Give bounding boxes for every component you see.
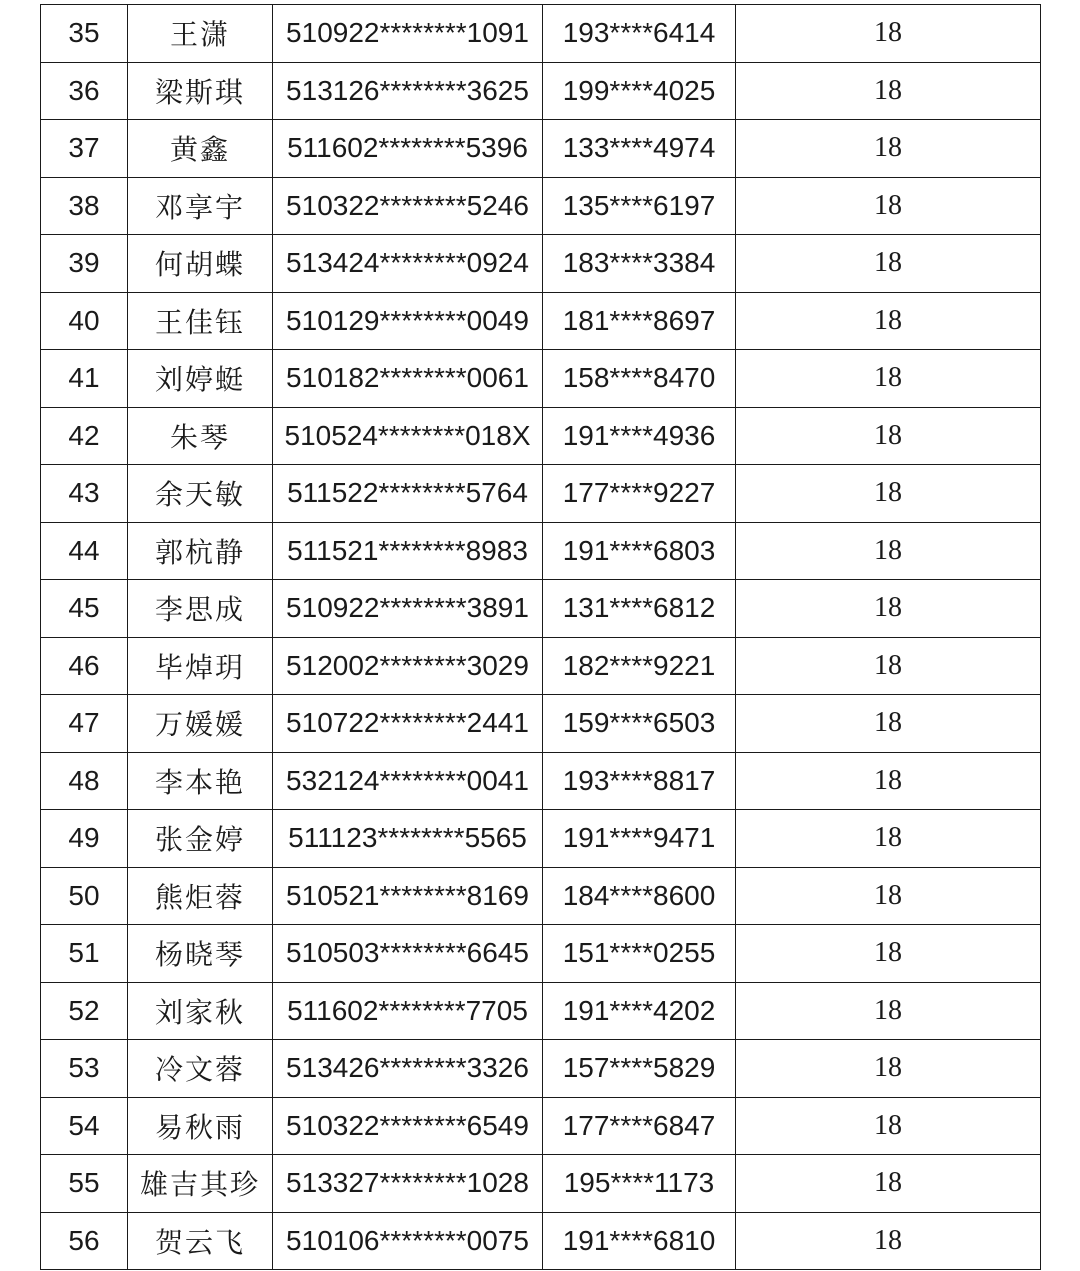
table-row	[41, 1212, 1041, 1270]
person-name-cell: 雄吉其珍	[128, 1155, 273, 1213]
score-value-cell: 18	[736, 350, 1041, 408]
row-number-cell: 52	[41, 982, 128, 1040]
person-name-cell: 易秋雨	[128, 1097, 273, 1155]
roster-table	[40, 4, 1041, 1270]
phone-number-cell: 195****1173	[543, 1155, 736, 1213]
id-number-cell: 513126********3625	[273, 62, 543, 120]
table-row	[41, 695, 1041, 753]
id-number-cell: 510922********3891	[273, 580, 543, 638]
phone-number-cell: 191****6803	[543, 522, 736, 580]
score-value-cell: 18	[736, 1212, 1041, 1270]
phone-number-cell: 193****8817	[543, 752, 736, 810]
row-number-cell: 36	[41, 62, 128, 120]
phone-number-cell: 199****4025	[543, 62, 736, 120]
table-row	[41, 120, 1041, 178]
id-number-cell: 510524********018X	[273, 407, 543, 465]
phone-number-cell: 157****5829	[543, 1040, 736, 1098]
phone-number-cell: 191****6810	[543, 1212, 736, 1270]
row-number-cell: 38	[41, 177, 128, 235]
person-name-cell: 何胡蝶	[128, 235, 273, 293]
person-name-cell: 刘家秋	[128, 982, 273, 1040]
phone-number-cell: 191****4936	[543, 407, 736, 465]
row-number-cell: 50	[41, 867, 128, 925]
id-number-cell: 510322********6549	[273, 1097, 543, 1155]
score-value-cell: 18	[736, 867, 1041, 925]
person-name-cell: 刘婷蜓	[128, 350, 273, 408]
person-name-cell: 冷文蓉	[128, 1040, 273, 1098]
table-row	[41, 407, 1041, 465]
person-name-cell: 王潇	[128, 5, 273, 63]
row-number-cell: 40	[41, 292, 128, 350]
table-row	[41, 752, 1041, 810]
row-number-cell: 45	[41, 580, 128, 638]
id-number-cell: 511602********7705	[273, 982, 543, 1040]
table-row	[41, 1040, 1041, 1098]
table-row	[41, 522, 1041, 580]
row-number-cell: 41	[41, 350, 128, 408]
roster-table-body	[41, 5, 1041, 1270]
score-value-cell: 18	[736, 1040, 1041, 1098]
phone-number-cell: 159****6503	[543, 695, 736, 753]
id-number-cell: 513426********3326	[273, 1040, 543, 1098]
person-name-cell: 李思成	[128, 580, 273, 638]
table-row	[41, 637, 1041, 695]
table-row	[41, 1097, 1041, 1155]
row-number-cell: 56	[41, 1212, 128, 1270]
table-row	[41, 177, 1041, 235]
person-name-cell: 杨晓琴	[128, 925, 273, 983]
phone-number-cell: 135****6197	[543, 177, 736, 235]
phone-number-cell: 191****4202	[543, 982, 736, 1040]
table-row	[41, 62, 1041, 120]
id-number-cell: 510322********5246	[273, 177, 543, 235]
person-name-cell: 朱琴	[128, 407, 273, 465]
row-number-cell: 47	[41, 695, 128, 753]
score-value-cell: 18	[736, 752, 1041, 810]
id-number-cell: 511522********5764	[273, 465, 543, 523]
person-name-cell: 万媛媛	[128, 695, 273, 753]
score-value-cell: 18	[736, 62, 1041, 120]
phone-number-cell: 177****6847	[543, 1097, 736, 1155]
table-row	[41, 982, 1041, 1040]
score-value-cell: 18	[736, 177, 1041, 235]
person-name-cell: 邓享宇	[128, 177, 273, 235]
person-name-cell: 贺云飞	[128, 1212, 273, 1270]
person-name-cell: 梁斯琪	[128, 62, 273, 120]
id-number-cell: 512002********3029	[273, 637, 543, 695]
score-value-cell: 18	[736, 637, 1041, 695]
row-number-cell: 43	[41, 465, 128, 523]
id-number-cell: 532124********0041	[273, 752, 543, 810]
table-row	[41, 867, 1041, 925]
score-value-cell: 18	[736, 810, 1041, 868]
score-value-cell: 18	[736, 465, 1041, 523]
score-value-cell: 18	[736, 292, 1041, 350]
phone-number-cell: 181****8697	[543, 292, 736, 350]
table-row	[41, 292, 1041, 350]
person-name-cell: 毕焯玥	[128, 637, 273, 695]
id-number-cell: 510503********6645	[273, 925, 543, 983]
row-number-cell: 49	[41, 810, 128, 868]
id-number-cell: 511123********5565	[273, 810, 543, 868]
phone-number-cell: 133****4974	[543, 120, 736, 178]
score-value-cell: 18	[736, 235, 1041, 293]
table-row	[41, 580, 1041, 638]
id-number-cell: 511602********5396	[273, 120, 543, 178]
table-row	[41, 350, 1041, 408]
phone-number-cell: 183****3384	[543, 235, 736, 293]
row-number-cell: 37	[41, 120, 128, 178]
row-number-cell: 51	[41, 925, 128, 983]
id-number-cell: 511521********8983	[273, 522, 543, 580]
phone-number-cell: 182****9221	[543, 637, 736, 695]
phone-number-cell: 151****0255	[543, 925, 736, 983]
person-name-cell: 郭杭静	[128, 522, 273, 580]
row-number-cell: 53	[41, 1040, 128, 1098]
score-value-cell: 18	[736, 120, 1041, 178]
row-number-cell: 35	[41, 5, 128, 63]
score-value-cell: 18	[736, 522, 1041, 580]
score-value-cell: 18	[736, 580, 1041, 638]
id-number-cell: 510106********0075	[273, 1212, 543, 1270]
phone-number-cell: 158****8470	[543, 350, 736, 408]
table-row	[41, 810, 1041, 868]
row-number-cell: 48	[41, 752, 128, 810]
person-name-cell: 黄鑫	[128, 120, 273, 178]
person-name-cell: 张金婷	[128, 810, 273, 868]
row-number-cell: 39	[41, 235, 128, 293]
phone-number-cell: 191****9471	[543, 810, 736, 868]
table-row	[41, 465, 1041, 523]
table-row	[41, 1155, 1041, 1213]
score-value-cell: 18	[736, 1097, 1041, 1155]
id-number-cell: 513327********1028	[273, 1155, 543, 1213]
person-name-cell: 余天敏	[128, 465, 273, 523]
id-number-cell: 510129********0049	[273, 292, 543, 350]
row-number-cell: 42	[41, 407, 128, 465]
row-number-cell: 55	[41, 1155, 128, 1213]
id-number-cell: 513424********0924	[273, 235, 543, 293]
phone-number-cell: 131****6812	[543, 580, 736, 638]
score-value-cell: 18	[736, 5, 1041, 63]
person-name-cell: 熊炬蓉	[128, 867, 273, 925]
id-number-cell: 510521********8169	[273, 867, 543, 925]
phone-number-cell: 193****6414	[543, 5, 736, 63]
id-number-cell: 510922********1091	[273, 5, 543, 63]
table-row	[41, 235, 1041, 293]
id-number-cell: 510182********0061	[273, 350, 543, 408]
table-row	[41, 925, 1041, 983]
score-value-cell: 18	[736, 1155, 1041, 1213]
score-value-cell: 18	[736, 982, 1041, 1040]
person-name-cell: 王佳钰	[128, 292, 273, 350]
score-value-cell: 18	[736, 695, 1041, 753]
table-row	[41, 5, 1041, 63]
row-number-cell: 44	[41, 522, 128, 580]
phone-number-cell: 184****8600	[543, 867, 736, 925]
id-number-cell: 510722********2441	[273, 695, 543, 753]
score-value-cell: 18	[736, 925, 1041, 983]
phone-number-cell: 177****9227	[543, 465, 736, 523]
score-value-cell: 18	[736, 407, 1041, 465]
row-number-cell: 54	[41, 1097, 128, 1155]
row-number-cell: 46	[41, 637, 128, 695]
person-name-cell: 李本艳	[128, 752, 273, 810]
